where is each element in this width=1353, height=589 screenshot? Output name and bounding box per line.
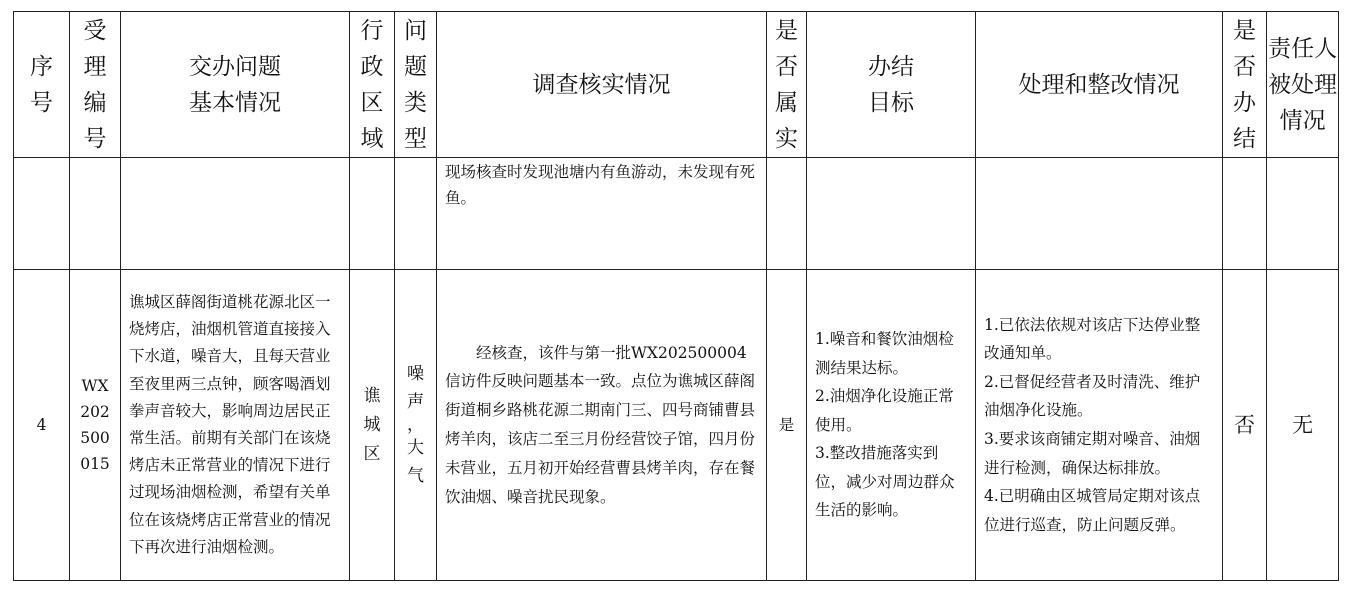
header-problem-type-text: 问题类型 [403,17,427,152]
continued-verified-cell [767,158,807,270]
header-issue [121,12,350,158]
receipt-no-part3: 500 [80,429,110,447]
header-target [807,12,976,158]
case-table [13,11,1339,581]
header-handling-text: 处理和整改情况 [1018,71,1180,98]
issue-text: 谯城区薛阁街道桃花源北区一烧烤店，油烟机管道直接接入下水道，噪音大，且每天营业至夜里两三点钟，顾客喝酒划拳声音较大，影响周边居民正常生活。前期有关部门在该烧烤店未正常营业的情况下进行过现场油烟检测，希望有关单位在该烧烤店正常营业的情况下再次进行油烟检测。 [129,292,331,556]
row-handling [976,270,1223,581]
row-issue [121,270,350,581]
header-handling [976,12,1223,158]
type-char5: 气 [407,466,424,486]
header-verified-text: 是否属实 [774,17,798,152]
continued-investigation-text: 现场核查时发现池塘内有鱼游动，未发现有死鱼。 [445,163,756,207]
type-char1: 噪 [407,364,424,384]
header-receipt-no-text: 受理编号 [83,17,107,152]
row-target [807,270,976,581]
header-closed-text: 是否办结 [1232,17,1256,152]
header-target-line1: 办结 [868,53,914,80]
continued-receipt-cell [70,158,121,270]
header-problem-type [395,12,437,158]
header-issue-line2: 基本情况 [189,89,281,116]
table-row [14,270,1339,581]
header-issue-line1: 交办问题 [189,53,281,80]
district-char2: 城 [363,414,381,435]
handling-item-3: 3.要求该商铺定期对噪音、油烟进行检测，确保达标排放。 [984,430,1201,477]
header-accountability [1267,12,1339,158]
row-receipt-no [70,270,121,581]
continued-closed-cell [1223,158,1267,270]
type-char4: 大 [407,438,424,458]
header-district-text: 行政区域 [360,17,384,152]
header-verified [767,12,807,158]
header-investigation-text: 调查核实情况 [532,71,671,98]
district-char3: 区 [363,443,381,464]
continued-district-cell [350,158,395,270]
header-target-line2: 目标 [868,89,914,116]
row-seq: 4 [14,270,70,581]
continued-target-cell [807,158,976,270]
continued-seq-cell [14,158,70,270]
header-district [350,12,395,158]
continued-investigation-cell [437,158,767,270]
target-item-2: 2.油烟净化设施正常使用。 [815,387,954,434]
row-verified: 是 [767,270,807,581]
header-closed [1223,12,1267,158]
handling-item-1: 1.已依法依规对该店下达停业整改通知单。 [984,315,1201,363]
receipt-no-part4: 015 [80,455,110,473]
handling-item-4: 4.已明确由区城管局定期对该点位进行巡查，防止问题反弹。 [984,487,1201,534]
continued-issue-cell [121,158,350,270]
header-row [14,12,1339,158]
receipt-no-part2: 202 [80,403,110,421]
district-char1: 谯 [363,385,381,406]
target-item-3: 3.整改措施落实到位，减少对周边群众生活的影响。 [815,444,955,520]
row-accountability: 无 [1267,270,1339,581]
row-investigation [437,270,767,581]
continued-type-cell [395,158,437,270]
header-seq-text: 序号 [29,53,53,116]
handling-item-2: 2.已督促经营者及时清洗、维护油烟净化设施。 [984,372,1201,420]
type-char3: ， [407,415,424,435]
continued-row [14,158,1339,270]
row-problem-type [395,270,437,581]
header-accountability-text: 责任人被处理情况 [1268,35,1338,134]
receipt-no-part1: WX [81,377,109,395]
type-char2: 声 [407,392,424,412]
header-investigation [437,12,767,158]
row-district [350,270,395,581]
header-seq [14,12,70,158]
header-receipt-no [70,12,121,158]
investigation-text: 经核查，该件与第一批WX202500004信访件反映问题基本一致。点位为谯城区薛阁街道桐乡路桃花源二期南门三、四号商铺曹县烤羊肉，该店二至三月份经营饺子馆，四月份未营业，五月初开始经营曹县烤羊肉，存在餐饮油烟、噪音扰民现象。 [445,343,756,506]
continued-accountability-cell [1267,158,1339,270]
continued-handling-cell [976,158,1223,270]
target-item-1: 1.噪音和餐饮油烟检测结果达标。 [815,329,954,377]
row-closed: 否 [1223,270,1267,581]
